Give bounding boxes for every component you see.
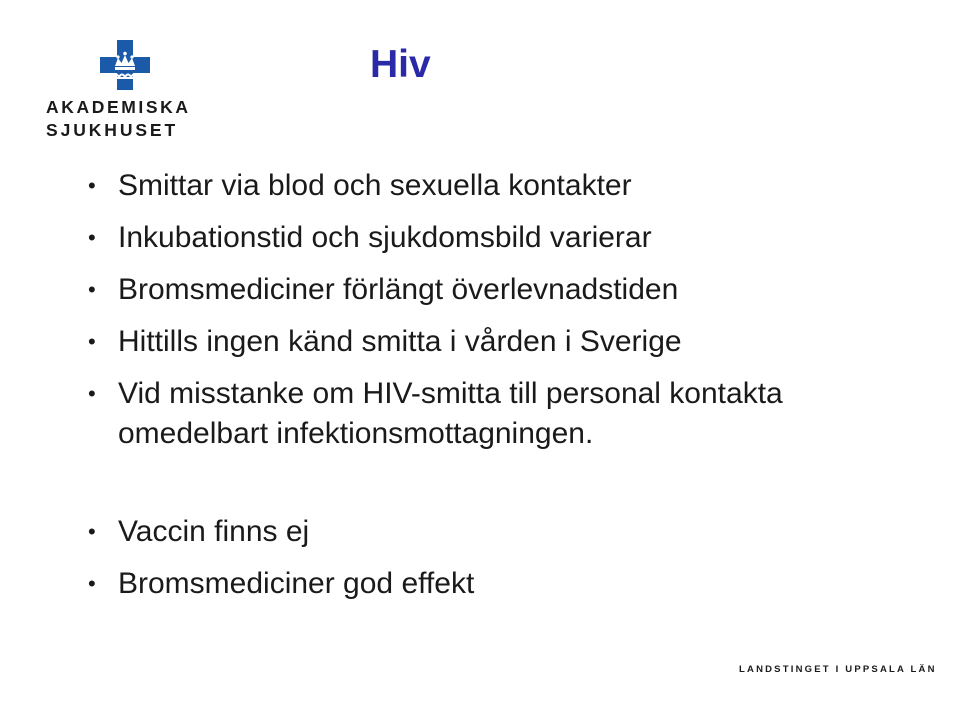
bullet-item bbox=[88, 166, 928, 206]
logo-text-line1: AKADEMISKA bbox=[46, 97, 191, 117]
footer-text: LANDSTINGET I UPPSALA LÄN bbox=[739, 664, 937, 675]
bullet-item bbox=[88, 512, 928, 552]
bullet-text: Inkubationstid och sjukdomsbild varierar bbox=[118, 221, 652, 254]
bullet-item bbox=[88, 374, 918, 454]
bullet-item bbox=[88, 564, 928, 604]
hospital-logo bbox=[46, 40, 216, 150]
bullet-item bbox=[88, 218, 928, 258]
bullet-text: Vid misstanke om HIV-smitta till personal kontakta omedelbart infektionsmottagningen. bbox=[118, 377, 783, 450]
bullet-text: Smittar via blod och sexuella kontakter bbox=[118, 169, 632, 202]
logo-text-line2: SJUKHUSET bbox=[46, 120, 179, 140]
bullet-item bbox=[88, 322, 928, 362]
bullet-list bbox=[88, 166, 928, 616]
bullet-item bbox=[88, 270, 928, 310]
bullet-icon: • bbox=[88, 329, 96, 354]
hospital-cross-icon bbox=[100, 40, 150, 90]
bullet-icon: • bbox=[88, 277, 96, 302]
bullet-text: Hittills ingen känd smitta i vården i Sverige bbox=[118, 325, 682, 358]
bullet-icon: • bbox=[88, 381, 96, 406]
bullet-icon: • bbox=[88, 519, 96, 544]
bullet-text: Bromsmediciner god effekt bbox=[118, 567, 475, 600]
bullet-text: Vaccin finns ej bbox=[118, 515, 310, 548]
bullet-icon: • bbox=[88, 571, 96, 596]
bullet-text: Bromsmediciner förlängt överlevnadstiden bbox=[118, 273, 679, 306]
bullet-icon: • bbox=[88, 225, 96, 250]
slide-title: Hiv bbox=[370, 43, 431, 86]
bullet-icon: • bbox=[88, 173, 96, 198]
